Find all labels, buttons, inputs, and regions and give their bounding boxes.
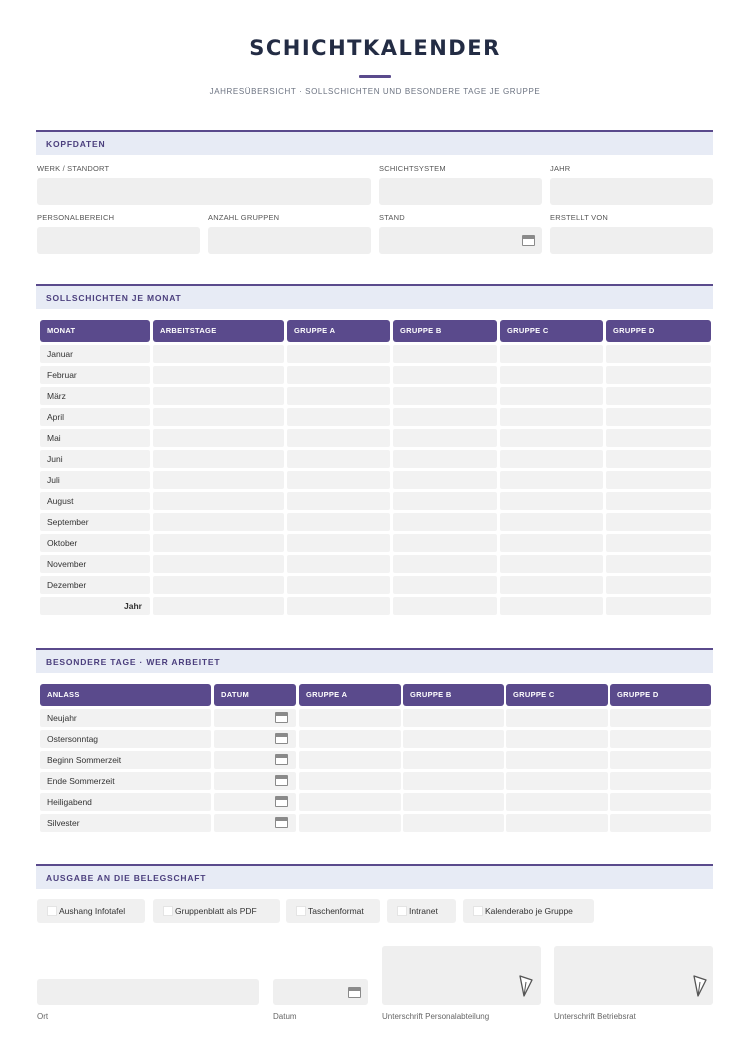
table-cell[interactable] xyxy=(403,730,504,748)
table-cell[interactable] xyxy=(393,366,497,384)
schichtsystem-label: SCHICHTSYSTEM xyxy=(379,164,446,173)
table-cell[interactable] xyxy=(299,751,401,769)
table-cell[interactable] xyxy=(610,772,711,790)
table-cell[interactable] xyxy=(606,471,711,489)
month-label: März xyxy=(40,387,150,405)
table-cell[interactable] xyxy=(610,709,711,727)
table-cell[interactable] xyxy=(606,345,711,363)
table-cell[interactable] xyxy=(393,429,497,447)
table-cell[interactable] xyxy=(153,576,284,594)
table-cell[interactable] xyxy=(506,793,608,811)
table-cell[interactable] xyxy=(500,450,603,468)
table-cell[interactable] xyxy=(500,408,603,426)
anlass-label: Neujahr xyxy=(40,709,211,727)
section-heading: KOPFDATEN xyxy=(46,139,106,149)
column-header: GRUPPE A xyxy=(299,684,401,706)
table-cell[interactable] xyxy=(287,597,390,615)
table-cell[interactable] xyxy=(393,345,497,363)
month-label: September xyxy=(40,513,150,531)
table-cell[interactable] xyxy=(153,387,284,405)
table-cell[interactable] xyxy=(506,772,608,790)
table-cell[interactable] xyxy=(610,751,711,769)
calendar-icon[interactable] xyxy=(348,987,361,998)
table-cell[interactable] xyxy=(287,450,390,468)
table-cell[interactable] xyxy=(287,366,390,384)
checkbox[interactable] xyxy=(296,906,306,916)
table-cell[interactable] xyxy=(610,793,711,811)
jahr-label: JAHR xyxy=(550,164,571,173)
calendar-icon[interactable] xyxy=(275,733,288,744)
column-header: GRUPPE C xyxy=(500,320,603,342)
table-cell[interactable] xyxy=(500,387,603,405)
checkbox[interactable] xyxy=(473,906,483,916)
table-cell[interactable] xyxy=(500,534,603,552)
anlass-label: Heiligabend xyxy=(40,793,211,811)
month-label: Januar xyxy=(40,345,150,363)
table-cell[interactable] xyxy=(287,534,390,552)
werk-label: WERK / STANDORT xyxy=(37,164,110,173)
table-cell[interactable] xyxy=(606,534,711,552)
table-cell[interactable] xyxy=(153,492,284,510)
table-cell[interactable] xyxy=(403,772,504,790)
personalbereich-label: PERSONALBEREICH xyxy=(37,213,115,222)
table-cell[interactable] xyxy=(606,450,711,468)
column-header: GRUPPE B xyxy=(403,684,504,706)
section-sollschichten xyxy=(36,284,713,309)
page-subtitle: JAHRESÜBERSICHT · SOLLSCHICHTEN UND BESONDERE TAGE JE GRUPPE xyxy=(209,87,541,96)
table-cell[interactable] xyxy=(393,555,497,573)
checkbox[interactable] xyxy=(163,906,173,916)
table-cell[interactable] xyxy=(287,576,390,594)
table-cell[interactable] xyxy=(287,513,390,531)
table-cell[interactable] xyxy=(153,471,284,489)
checkbox-label: Aushang Infotafel xyxy=(59,906,126,916)
column-header: DATUM xyxy=(214,684,296,706)
section-kopfdaten xyxy=(36,130,713,155)
table-cell[interactable] xyxy=(393,450,497,468)
calendar-icon[interactable] xyxy=(275,817,288,828)
datum-label: Datum xyxy=(273,1012,297,1021)
anlass-label: Ostersonntag xyxy=(40,730,211,748)
table-cell[interactable] xyxy=(153,555,284,573)
table-cell[interactable] xyxy=(606,387,711,405)
table-cell[interactable] xyxy=(153,366,284,384)
checkbox-option[interactable] xyxy=(387,899,456,923)
month-label: April xyxy=(40,408,150,426)
table-cell[interactable] xyxy=(153,408,284,426)
pen-icon xyxy=(518,974,534,998)
table-cell[interactable] xyxy=(500,555,603,573)
table-cell[interactable] xyxy=(606,555,711,573)
table-cell[interactable] xyxy=(403,793,504,811)
table-cell[interactable] xyxy=(287,555,390,573)
jahr-field[interactable] xyxy=(550,178,713,205)
date-cell[interactable] xyxy=(214,709,296,727)
signature-personal-field[interactable] xyxy=(382,946,541,1005)
ort-field[interactable] xyxy=(37,979,259,1005)
table-cell[interactable] xyxy=(506,709,608,727)
anlass-label: Silvester xyxy=(40,814,211,832)
month-label: Juli xyxy=(40,471,150,489)
title-divider xyxy=(359,75,391,78)
table-cell[interactable] xyxy=(506,730,608,748)
table-cell[interactable] xyxy=(287,387,390,405)
date-cell[interactable] xyxy=(214,793,296,811)
checkbox[interactable] xyxy=(47,906,57,916)
anzahl-gruppen-label: ANZAHL GRUPPEN xyxy=(208,213,280,222)
section-heading: AUSGABE AN DIE BELEGSCHAFT xyxy=(46,873,207,883)
table-cell[interactable] xyxy=(393,576,497,594)
section-heading: BESONDERE TAGE · WER ARBEITET xyxy=(46,657,221,667)
month-label: Februar xyxy=(40,366,150,384)
column-header: GRUPPE B xyxy=(393,320,497,342)
date-cell[interactable] xyxy=(214,730,296,748)
table-cell[interactable] xyxy=(606,492,711,510)
calendar-icon[interactable] xyxy=(275,775,288,786)
checkbox-option[interactable] xyxy=(286,899,380,923)
pen-icon xyxy=(692,974,708,998)
calendar-icon[interactable] xyxy=(275,796,288,807)
table-cell[interactable] xyxy=(299,772,401,790)
checkbox-label: Taschenformat xyxy=(308,906,364,916)
section-heading: SOLLSCHICHTEN JE MONAT xyxy=(46,293,182,303)
date-cell[interactable] xyxy=(214,772,296,790)
checkbox-option[interactable] xyxy=(153,899,280,923)
table-cell[interactable] xyxy=(393,387,497,405)
checkbox[interactable] xyxy=(397,906,407,916)
column-header: GRUPPE A xyxy=(287,320,390,342)
table-cell[interactable] xyxy=(610,730,711,748)
table-cell[interactable] xyxy=(153,597,284,615)
table-cell[interactable] xyxy=(287,492,390,510)
table-cell[interactable] xyxy=(500,471,603,489)
table-cell[interactable] xyxy=(299,793,401,811)
table-cell[interactable] xyxy=(606,576,711,594)
table-cell[interactable] xyxy=(403,709,504,727)
column-header: ARBEITSTAGE xyxy=(153,320,284,342)
datum-field[interactable] xyxy=(273,979,368,1005)
table-cell[interactable] xyxy=(506,814,608,832)
table-cell[interactable] xyxy=(393,597,497,615)
anlass-label: Beginn Sommerzeit xyxy=(40,751,211,769)
table-cell[interactable] xyxy=(500,366,603,384)
table-cell[interactable] xyxy=(287,345,390,363)
erstellt-von-field[interactable] xyxy=(550,227,713,254)
table-cell[interactable] xyxy=(299,730,401,748)
table-cell[interactable] xyxy=(606,408,711,426)
year-total-label: Jahr xyxy=(40,597,150,615)
table-cell[interactable] xyxy=(393,471,497,489)
month-label: Juni xyxy=(40,450,150,468)
table-cell[interactable] xyxy=(606,429,711,447)
table-cell[interactable] xyxy=(500,492,603,510)
anlass-label: Ende Sommerzeit xyxy=(40,772,211,790)
table-cell[interactable] xyxy=(153,429,284,447)
table-cell[interactable] xyxy=(403,751,504,769)
table-cell[interactable] xyxy=(610,814,711,832)
table-cell[interactable] xyxy=(393,408,497,426)
table-cell[interactable] xyxy=(153,513,284,531)
table-cell[interactable] xyxy=(393,513,497,531)
table-cell[interactable] xyxy=(287,471,390,489)
month-label: August xyxy=(40,492,150,510)
signature-betriebsrat-field[interactable] xyxy=(554,946,713,1005)
table-cell[interactable] xyxy=(299,709,401,727)
table-cell[interactable] xyxy=(403,814,504,832)
table-cell[interactable] xyxy=(500,345,603,363)
table-cell[interactable] xyxy=(506,751,608,769)
table-cell[interactable] xyxy=(500,513,603,531)
table-cell[interactable] xyxy=(500,429,603,447)
month-label: Oktober xyxy=(40,534,150,552)
table-cell[interactable] xyxy=(393,534,497,552)
table-cell[interactable] xyxy=(393,492,497,510)
stand-field[interactable] xyxy=(379,227,542,254)
table-cell[interactable] xyxy=(153,345,284,363)
table-cell[interactable] xyxy=(299,814,401,832)
schichtsystem-field[interactable] xyxy=(379,178,542,205)
checkbox-label: Kalenderabo je Gruppe xyxy=(485,906,573,916)
table-cell[interactable] xyxy=(606,366,711,384)
werk-field[interactable] xyxy=(37,178,371,205)
checkbox-option[interactable] xyxy=(463,899,594,923)
checkbox-option[interactable] xyxy=(37,899,145,923)
anzahl-gruppen-field[interactable] xyxy=(208,227,371,254)
table-cell[interactable] xyxy=(153,450,284,468)
checkbox-label: Gruppenblatt als PDF xyxy=(175,906,257,916)
table-cell[interactable] xyxy=(606,597,711,615)
checkbox-label: Intranet xyxy=(409,906,438,916)
table-cell[interactable] xyxy=(606,513,711,531)
table-cell[interactable] xyxy=(500,576,603,594)
column-header: GRUPPE C xyxy=(506,684,608,706)
table-cell[interactable] xyxy=(500,597,603,615)
erstellt-von-label: ERSTELLT VON xyxy=(550,213,608,222)
sig-betriebsrat-label: Unterschrift Betriebsrat xyxy=(554,1012,636,1021)
table-cell[interactable] xyxy=(287,408,390,426)
column-header: ANLASS xyxy=(40,684,211,706)
column-header: GRUPPE D xyxy=(606,320,711,342)
section-ausgabe xyxy=(36,864,713,889)
section-besondere-tage xyxy=(36,648,713,673)
calendar-icon[interactable] xyxy=(275,754,288,765)
date-cell[interactable] xyxy=(214,814,296,832)
personalbereich-field[interactable] xyxy=(37,227,200,254)
month-label: Mai xyxy=(40,429,150,447)
stand-label: STAND xyxy=(379,213,405,222)
month-label: November xyxy=(40,555,150,573)
page-title: SCHICHTKALENDER xyxy=(249,36,501,60)
calendar-icon[interactable] xyxy=(522,235,535,246)
column-header: MONAT xyxy=(40,320,150,342)
sig-personal-label: Unterschrift Personalabteilung xyxy=(382,1012,490,1021)
ort-label: Ort xyxy=(37,1012,49,1021)
date-cell[interactable] xyxy=(214,751,296,769)
table-cell[interactable] xyxy=(287,429,390,447)
calendar-icon[interactable] xyxy=(275,712,288,723)
month-label: Dezember xyxy=(40,576,150,594)
column-header: GRUPPE D xyxy=(610,684,711,706)
table-cell[interactable] xyxy=(153,534,284,552)
